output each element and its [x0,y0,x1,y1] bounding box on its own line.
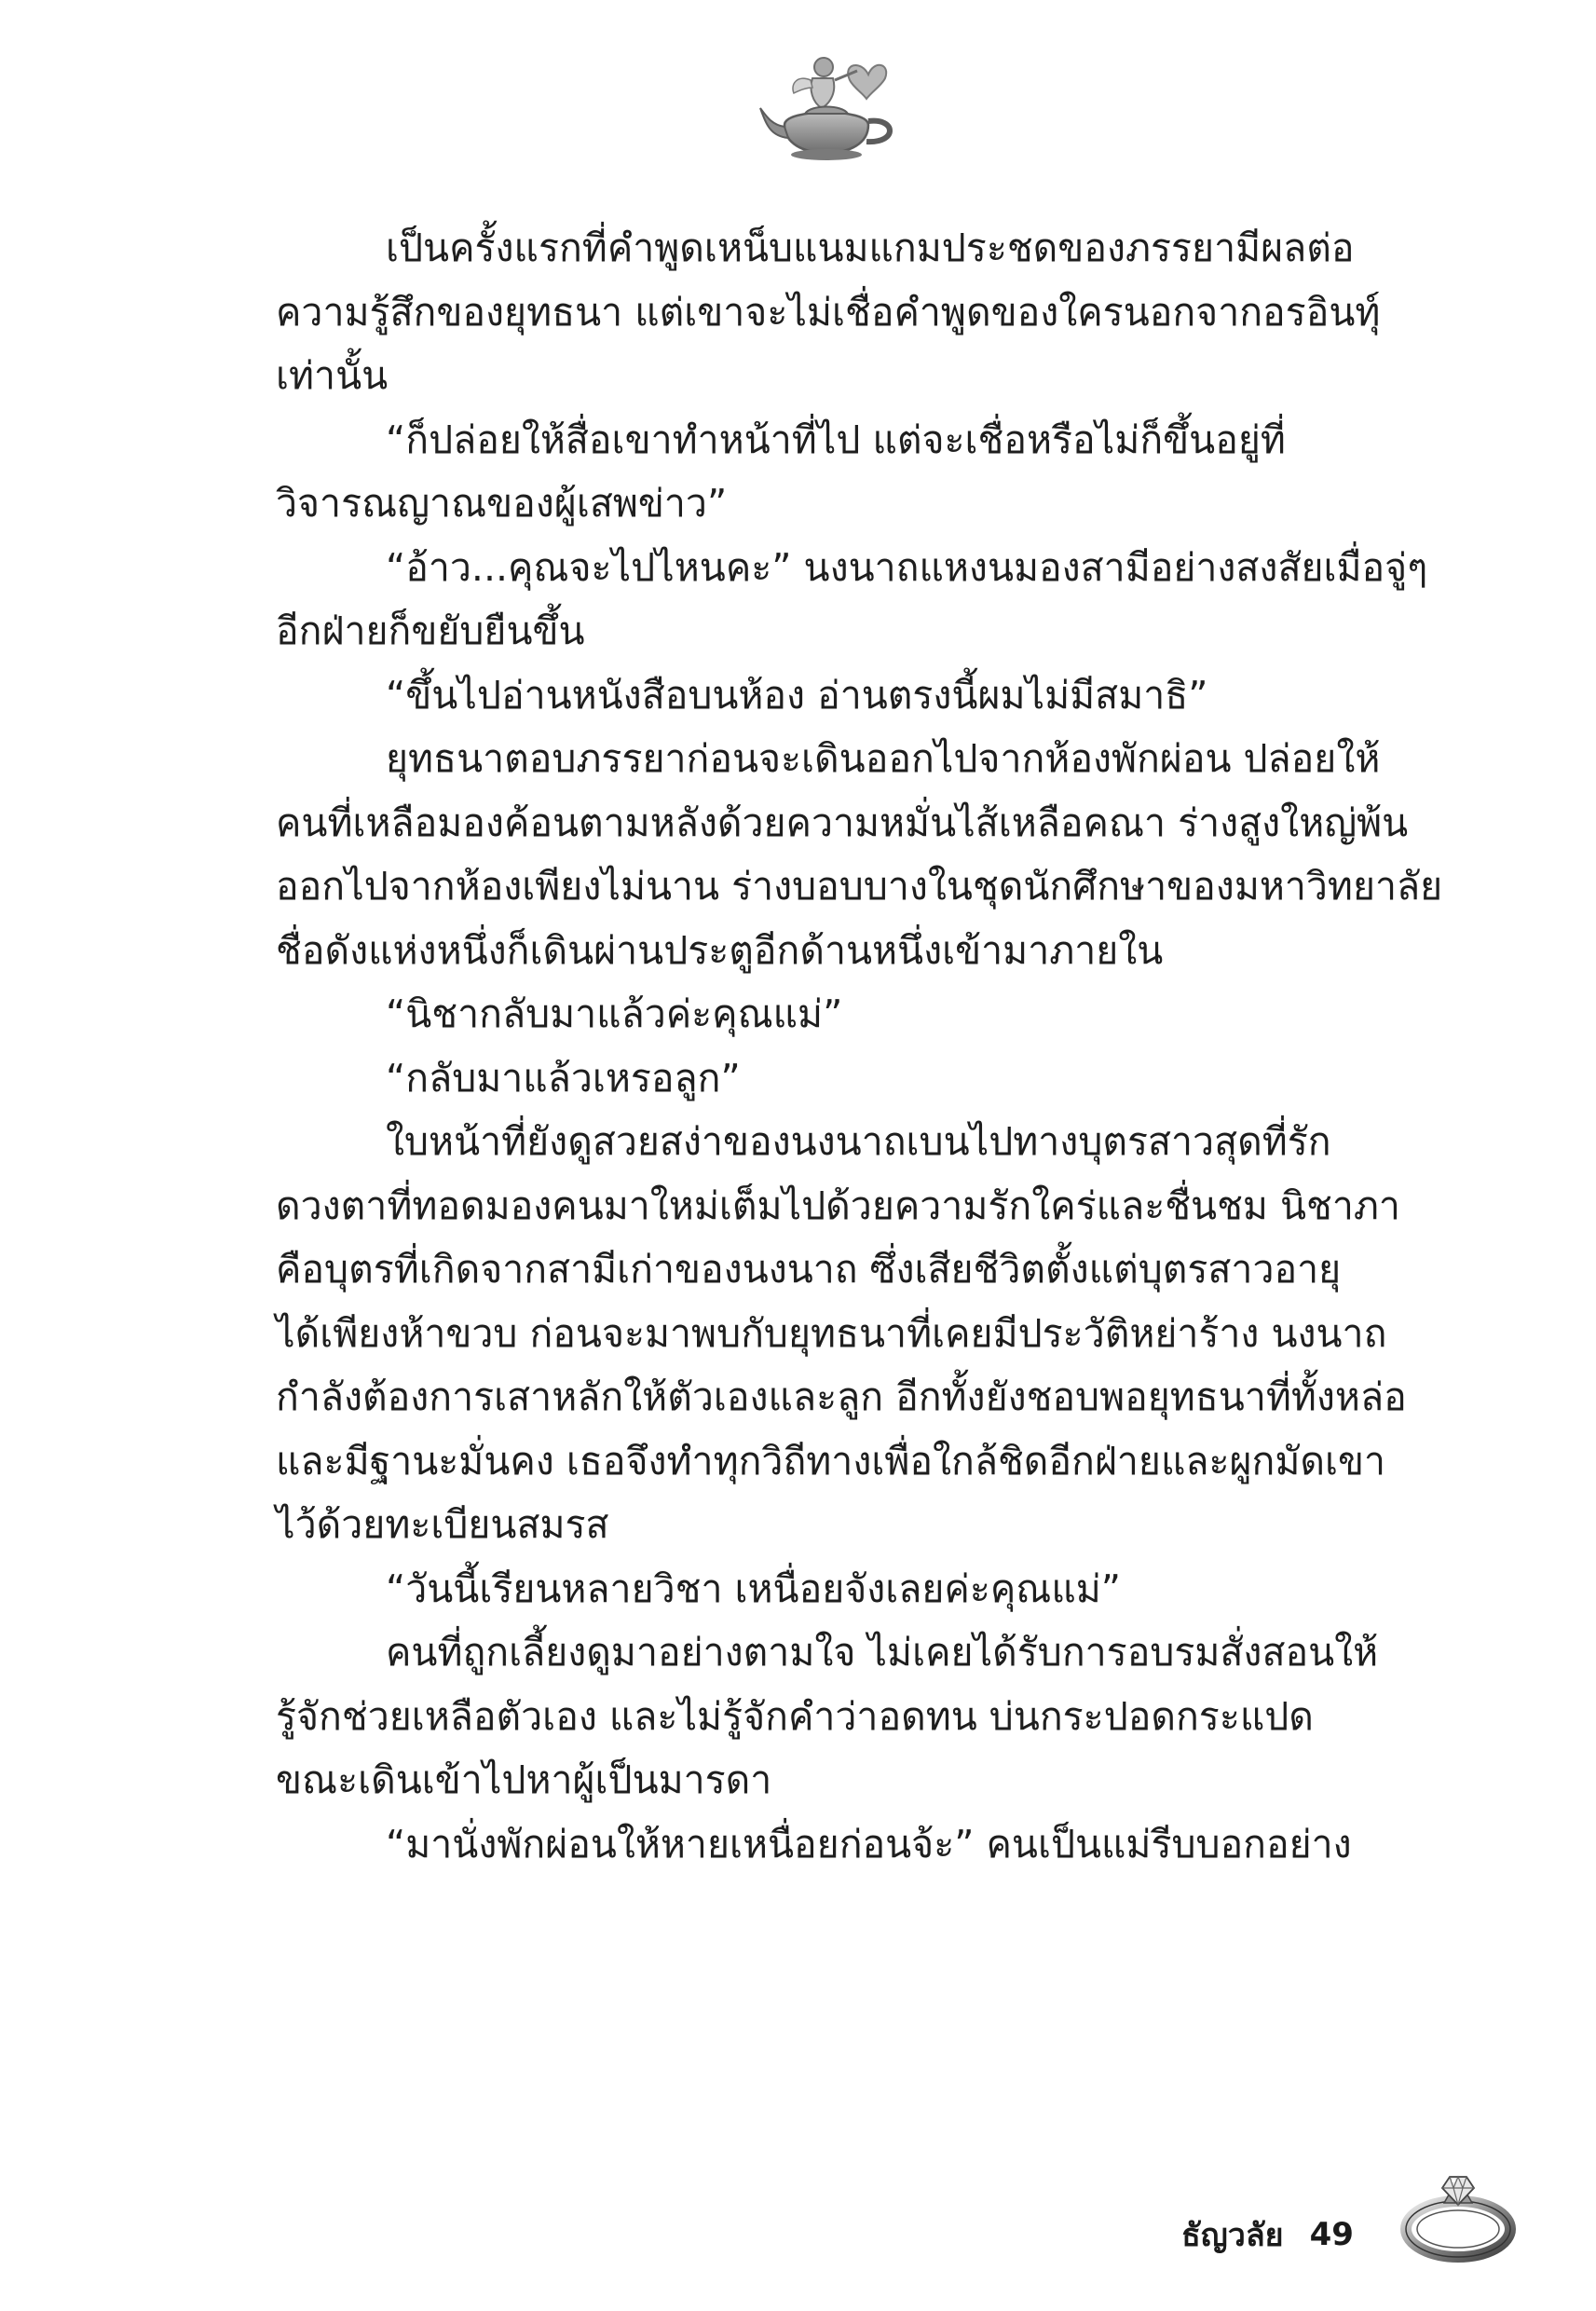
text-line: “มานั่งพักผ่อนให้หายเหนื่อยก่อนจ้ะ” คนเป็นแม่รีบบอกอย่าง [386,1821,1352,1867]
text-line: ไว้ด้วยทะเบียนสมรส [276,1502,609,1547]
text-line: “ขึ้นไปอ่านหนังสือบนห้อง อ่านตรงนี้ผมไม่มีสมาธิ” [386,672,1208,718]
text-line: “อ้าว...คุณจะไปไหนคะ” นงนาถแหงนมองสามีอย่างสงสัยเมื่อจู่ๆ [386,544,1428,590]
text-line: กำลังต้องการเสาหลักให้ตัวเองและลูก อีกทั้งยังชอบพอยุทธนาที่ทั้งหล่อ [276,1374,1407,1419]
diamond-ring-icon [1398,2164,1519,2266]
text-line: ได้เพียงห้าขวบ ก่อนจะมาพบกับยุทธนาที่เคยมีประวัติหย่าร้าง นงนาถ [276,1310,1387,1356]
body-text [276,216,1443,1876]
text-line: ออกไปจากห้องเพียงไม่นาน ร่างบอบบางในชุดนักศึกษาของมหาวิทยาลัย [276,864,1443,909]
text-line: “วันนี้เรียนหลายวิชา เหนื่อยจังเลยค่ะคุณแม่” [386,1566,1122,1611]
text-line: คนที่เหลือมองค้อนตามหลังด้วยความหมั่นไส้เหลือคณา ร่างสูงใหญ่พ้น [276,800,1409,845]
text-line: รู้จักช่วยเหลือตัวเอง และไม่รู้จักคำว่าอดทน บ่นกระปอดกระแปด [276,1693,1314,1739]
author-name: ธัญวลัย [1181,2217,1284,2254]
text-line: อีกฝ่ายก็ขยับยืนขึ้น [276,609,585,653]
text-line: ชื่อดังแห่งหนึ่งก็เดินผ่านประตูอีกด้านหนึ่งเข้ามาภายใน [276,927,1164,973]
text-line: ยุทธนาตอบภรรยาก่อนจะเดินออกไปจากห้องพักผ่อน ปล่อยให้ [386,736,1381,781]
text-line: คือบุตรที่เกิดจากสามีเก่าของนงนาถ ซึ่งเสียชีวิตตั้งแต่บุตรสาวอายุ [276,1247,1342,1292]
teapot-cupid-icon [757,47,915,168]
text-line: ขณะเดินเข้าไปหาผู้เป็นมารดา [276,1757,772,1802]
text-line: เป็นครั้งแรกที่คำพูดเหน็บแนมแกมประชดของภรรยามีผลต่อ [386,226,1355,270]
text-line: ใบหน้าที่ยังดูสวยสง่าของนงนาถเบนไปทางบุตรสาวสุดที่รัก [386,1119,1331,1164]
page-number: 49 [1309,2216,1354,2253]
text-line: “ก็ปล่อยให้สื่อเขาทำหน้าที่ไป แต่จะเชื่อหรือไม่ก็ขึ้นอยู่ที่ [386,417,1286,462]
text-line: ดวงตาที่ทอดมองคนมาใหม่เต็มไปด้วยความรักใคร่และชื่นชม นิชาภา [276,1183,1400,1228]
text-line: “นิชากลับมาแล้วค่ะคุณแม่” [386,991,843,1036]
text-line: คนที่ถูกเลี้ยงดูมาอย่างตามใจ ไม่เคยได้รับการอบรมสั่งสอนให้ [386,1630,1379,1675]
text-line: เท่านั้น [276,353,389,398]
text-line: ความรู้สึกของยุทธนา แต่เขาจะไม่เชื่อคำพูดของใครนอกจากอรอินทุ์ [276,289,1381,335]
text-line: และมีฐานะมั่นคง เธอจึงทำทุกวิถีทางเพื่อใกล้ชิดอีกฝ่ายและผูกมัดเขา [276,1438,1386,1484]
page-footer [1181,2207,1354,2263]
text-line: วิจารณญาณของผู้เสพข่าว” [276,481,728,526]
text-line: “กลับมาแล้วเหรอลูก” [386,1055,741,1101]
